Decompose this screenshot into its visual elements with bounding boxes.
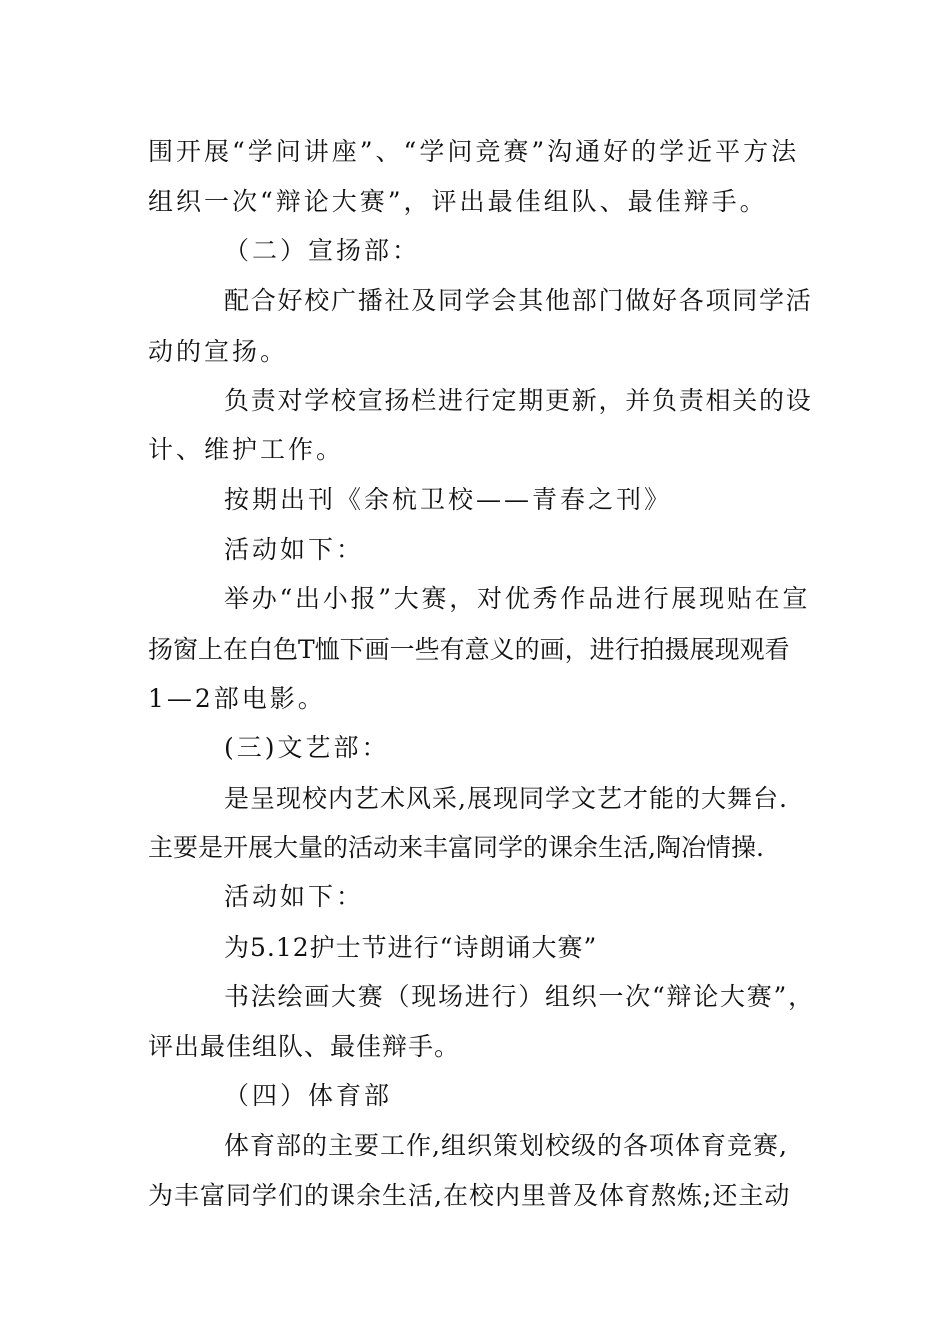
paragraph-line: 体育部的主要工作,组织策划校级的各项体育竞赛, (224, 1131, 788, 1160)
paragraph-line: 为5.12护士节进行“诗朗诵大赛” (224, 933, 598, 962)
paragraph-line: 举办“出小报”大赛，对优秀作品进行展现贴在宣 (224, 584, 811, 613)
paragraph-line: 按期出刊《余杭卫校——青春之刊》 (224, 485, 673, 514)
paragraph-line: 活动如下： (224, 535, 365, 564)
paragraph-line: 扬窗上在白色T恤下画一些有意义的画，进行拍摄展现观看 (148, 635, 790, 664)
paragraph-line: 负责对学校宣扬栏进行定期更新，并负责相关的设 (224, 386, 813, 415)
paragraph-line: 评出最佳组队、最佳辩手。 (148, 1032, 461, 1061)
section-heading: （四）体育部 (224, 1081, 393, 1110)
paragraph-line: 书法绘画大赛（现场进行）组织一次“辩论大赛”， (224, 982, 815, 1011)
paragraph-line: 是呈现校内艺术风采,展现同学文艺才能的大舞台. (224, 784, 788, 813)
paragraph-line: 配合好校广播社及同学会其他部门做好各项同学活 (224, 286, 813, 315)
paragraph-line: 为丰富同学们的课余生活,在校内里普及体育熬炼;还主动 (148, 1181, 791, 1210)
paragraph-line: 围开展“学问讲座”、“学问竞赛”沟通好的学近平方法 (148, 137, 800, 166)
paragraph-line: 主要是开展大量的活动来丰富同学的课余生活,陶冶情操. (148, 833, 764, 862)
paragraph-line: 动的宣扬。 (148, 337, 289, 366)
paragraph-line: 1—2部电影。 (148, 684, 326, 713)
section-heading: (三)文艺部： (224, 733, 390, 762)
paragraph-line: 计、维护工作。 (148, 435, 345, 464)
section-heading: （二）宣扬部： (224, 236, 421, 265)
paragraph-line: 组织一次“辩论大赛”，评出最佳组队、最佳辩手。 (148, 187, 768, 216)
paragraph-line: 活动如下： (224, 882, 365, 911)
